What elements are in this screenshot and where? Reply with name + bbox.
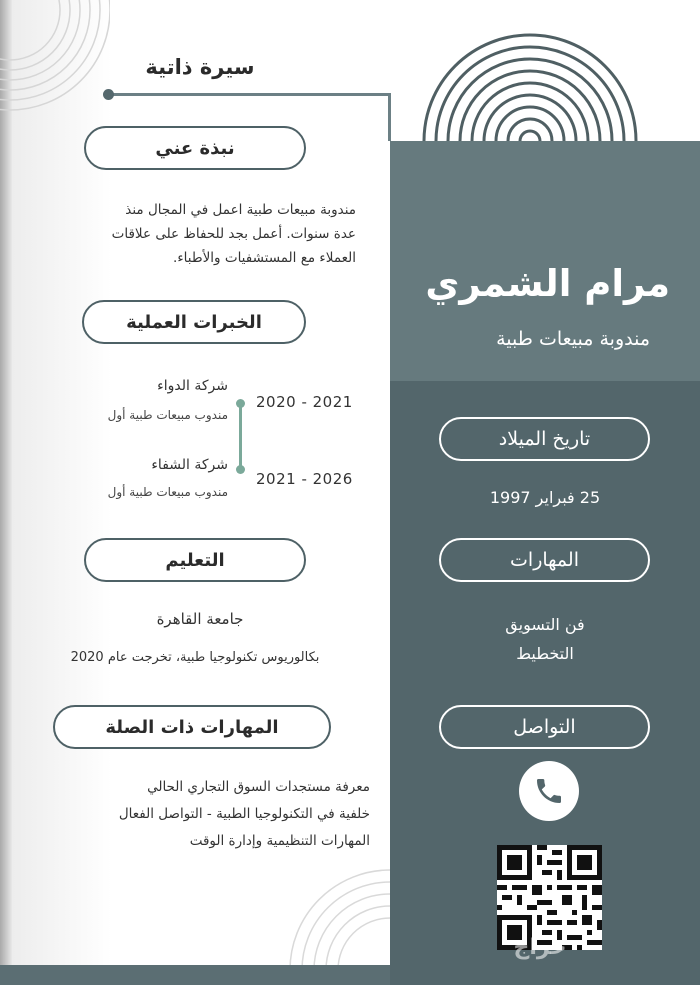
about-text xyxy=(30,198,356,270)
watermark: حراج xyxy=(513,935,567,960)
timeline-line xyxy=(239,404,242,470)
title-underline xyxy=(108,93,390,96)
experience-company: شركة الشفاء xyxy=(151,457,228,473)
birthdate-value: 25 فبراير 1997 xyxy=(489,488,601,507)
profile-job-title: مندوبة مبيعات طبية xyxy=(496,328,650,350)
experience-years: 2021 - 2026 xyxy=(256,470,353,488)
profile-name: مرام الشمري xyxy=(425,262,670,305)
skills-list xyxy=(440,610,650,668)
skill-item: التخطيط xyxy=(516,644,574,663)
education-university: جامعة القاهرة xyxy=(156,610,244,628)
decorative-arcs-top-left xyxy=(0,0,110,115)
title-line-connector xyxy=(388,93,391,141)
birthdate-heading: تاريخ الميلاد xyxy=(439,417,650,461)
decorative-arcs-top-right xyxy=(420,0,640,141)
experience-company: شركة الدواء xyxy=(157,378,228,394)
phone-button[interactable] xyxy=(519,761,579,821)
timeline-dot xyxy=(236,465,245,474)
related-skill-line: معرفة مستجدات السوق التجاري الحالي xyxy=(147,779,370,795)
experience-role: مندوب مبيعات طبية أول xyxy=(107,485,228,499)
education-heading: التعليم xyxy=(84,538,306,582)
about-line: العملاء مع المستشفيات والأطباء. xyxy=(173,250,356,266)
bottom-band xyxy=(0,965,390,985)
title-line-dot xyxy=(103,89,114,100)
about-line: مندوبة مبيعات طبية اعمل في المجال منذ xyxy=(125,202,356,218)
contact-heading: التواصل xyxy=(439,705,650,749)
timeline-dot xyxy=(236,399,245,408)
skills-heading: المهارات xyxy=(439,538,650,582)
experience-heading: الخبرات العملية xyxy=(82,300,306,344)
phone-icon xyxy=(533,775,565,807)
education-degree: بكالوريوس تكنولوجيا طبية، تخرجت عام 2020 xyxy=(70,650,320,665)
decorative-arcs-bottom xyxy=(270,860,390,970)
page-edge-shadow xyxy=(0,0,12,985)
experience-role: مندوب مبيعات طبية أول xyxy=(107,408,228,422)
related-skill-line: خلفية في التكنولوجيا الطبية - التواصل الفعال xyxy=(118,806,370,822)
related-skills-text xyxy=(30,774,370,855)
about-heading: نبذة عني xyxy=(84,126,306,170)
related-skill-line: المهارات التنظيمية وإدارة الوقت xyxy=(189,833,370,849)
related-skills-heading: المهارات ذات الصلة xyxy=(53,705,331,749)
document-title: سيرة ذاتية xyxy=(145,55,255,79)
skill-item: فن التسويق xyxy=(505,615,585,634)
about-line: عدة سنوات. أعمل بجد للحفاظ على علاقات xyxy=(111,226,356,242)
experience-years: 2020 - 2021 xyxy=(256,393,353,411)
